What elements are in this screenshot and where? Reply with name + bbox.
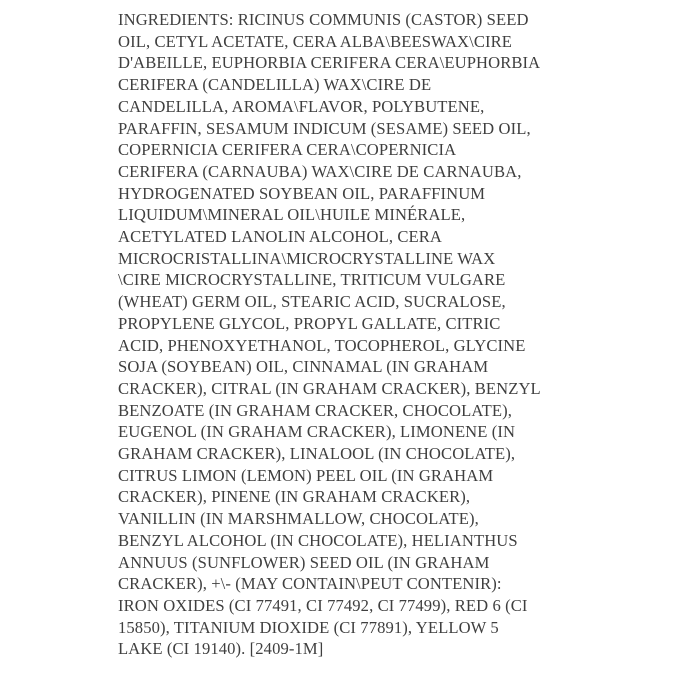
ingredients-text-line: IRON OXIDES (CI 77491, CI 77492, CI 77499), RED 6 (CI [118, 595, 528, 615]
ingredients-text-line: OIL, CETYL ACETATE, CERA ALBA\BEESWAX\CIRE [118, 31, 513, 51]
ingredients-text-line: MICROCRISTALLINA\MICROCRYSTALLINE WAX [118, 248, 496, 268]
ingredients-text-line: CERIFERA (CANDELILLA) WAX\CIRE DE [118, 75, 432, 95]
ingredients-text-line: LIQUIDUM\MINERAL OIL\HUILE MINÉRALE, [118, 205, 466, 225]
ingredients-text-line: CANDELILLA, AROMA\FLAVOR, POLYBUTENE, [118, 96, 485, 116]
ingredients-text-line: 15850), TITANIUM DIOXIDE (CI 77891), YELLOW 5 [118, 617, 499, 637]
ingredients-text-line: INGREDIENTS: RICINUS COMMUNIS (CASTOR) SEED [118, 10, 529, 29]
ingredients-text-line: (WHEAT) GERM OIL, STEARIC ACID, SUCRALOSE, [118, 292, 506, 312]
ingredients-text-line: BENZYL ALCOHOL (IN CHOCOLATE), HELIANTHUS [118, 530, 518, 550]
ingredients-text-line: LAKE (CI 19140). [2409-1M] [118, 639, 324, 659]
ingredients-text-line: HYDROGENATED SOYBEAN OIL, PARAFFINUM [118, 183, 486, 203]
ingredients-text-line: GRAHAM CRACKER), LINALOOL (IN CHOCOLATE), [118, 444, 516, 464]
ingredients-text-line: \CIRE MICROCRYSTALLINE, TRITICUM VULGARE [118, 270, 506, 290]
ingredients-text-line: CRACKER), +\- (MAY CONTAIN\PEUT CONTENIR): [118, 574, 502, 594]
ingredients-text-line: ACID, PHENOXYETHANOL, TOCOPHEROL, GLYCINE [118, 335, 526, 355]
ingredients-text-line: BENZOATE (IN GRAHAM CRACKER, CHOCOLATE), [118, 400, 512, 420]
ingredients-text-line: CITRUS LIMON (LEMON) PEEL OIL (IN GRAHAM [118, 465, 494, 485]
ingredients-text-line: CRACKER), CITRAL (IN GRAHAM CRACKER), BENZYL [118, 378, 541, 398]
ingredients-text-line: ANNUUS (SUNFLOWER) SEED OIL (IN GRAHAM [118, 552, 490, 572]
ingredients-text-line: VANILLIN (IN MARSHMALLOW, CHOCOLATE), [118, 509, 479, 529]
ingredients-text-line: PARAFFIN, SESAMUM INDICUM (SESAME) SEED OIL, [118, 118, 531, 138]
ingredients-text-line: SOJA (SOYBEAN) OIL, CINNAMAL (IN GRAHAM [118, 357, 489, 377]
ingredients-text-line: ACETYLATED LANOLIN ALCOHOL, CERA [118, 227, 442, 247]
ingredients-text-line: CRACKER), PINENE (IN GRAHAM CRACKER), [118, 487, 471, 507]
ingredients-text-line: CERIFERA (CARNAUBA) WAX\CIRE DE CARNAUBA, [118, 161, 522, 181]
ingredients-text-line: PROPYLENE GLYCOL, PROPYL GALLATE, CITRIC [118, 313, 501, 333]
ingredients-text-line: D'ABEILLE, EUPHORBIA CERIFERA CERA\EUPHORBIA [118, 53, 541, 73]
ingredients-text-line: EUGENOL (IN GRAHAM CRACKER), LIMONENE (IN [118, 422, 516, 442]
ingredients-panel [118, 9, 578, 660]
ingredients-text-line: COPERNICIA CERIFERA CERA\COPERNICIA [118, 140, 457, 160]
